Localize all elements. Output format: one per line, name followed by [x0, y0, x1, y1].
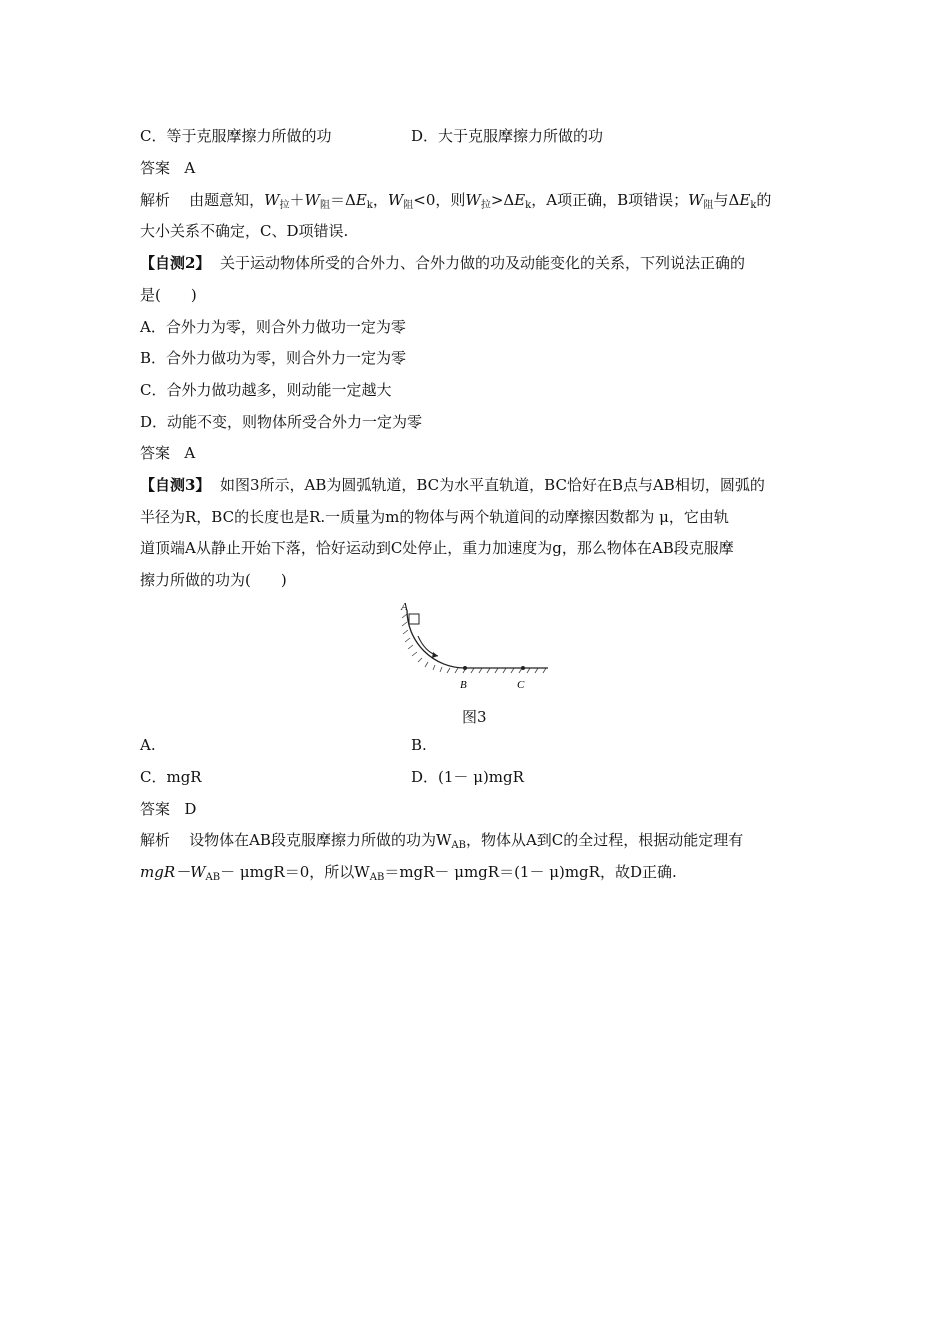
point-c	[521, 666, 525, 670]
math-w: W	[304, 191, 320, 209]
q3-stem-line4: 擦力所做的功为( )	[140, 571, 287, 589]
answer-value: A	[184, 444, 196, 462]
analysis-text: <0，则	[413, 191, 466, 209]
analysis-text: 的	[756, 191, 772, 209]
q3-option-d: D．(1－ μ)mgR	[411, 768, 524, 786]
q3-analysis-line2	[140, 862, 677, 888]
math-sub: k	[750, 200, 757, 211]
q3-label: 【自测3】	[140, 476, 211, 494]
track-hatching	[402, 614, 546, 673]
analysis-text: － μmgR＝0，所以W	[220, 863, 370, 881]
math-sub: 阻	[319, 200, 330, 211]
label-a: A	[401, 601, 408, 613]
math-w: W	[688, 191, 704, 209]
q1-answer	[140, 158, 195, 178]
analysis-label: 解析	[140, 831, 171, 849]
track-surface	[407, 610, 548, 668]
answer-label: 答案	[140, 444, 171, 462]
math-sub: AB	[451, 840, 466, 851]
math-e: E	[739, 191, 751, 209]
q3-options-ab	[140, 735, 427, 755]
analysis-text: 由题意知，	[189, 191, 265, 209]
analysis-text: ＝Δ	[329, 191, 356, 209]
q2-stem-line2: 是( )	[140, 286, 197, 304]
motion-arrow-icon	[418, 636, 438, 656]
math-e: E	[514, 191, 526, 209]
q3-stem-line2: 半径为R，BC的长度也是R.一质量为m的物体与两个轨道间的动摩擦因数都为 μ，它由轨	[140, 508, 729, 526]
analysis-text: ，	[372, 191, 388, 209]
q3-stem: 如图3所示，AB为圆弧轨道，BC为水平直轨道，BC恰好在B点与AB相切，圆弧的	[219, 476, 765, 494]
q2-answer	[140, 443, 195, 463]
math-sub: 拉	[480, 200, 491, 211]
analysis-text: ＋	[289, 191, 305, 209]
answer-label: 答案	[140, 800, 171, 818]
q3-option-a: A.	[140, 736, 156, 754]
math-w: W	[465, 191, 481, 209]
q2-stem-line1	[140, 253, 745, 273]
math-sub: AB	[205, 872, 221, 883]
q3-stem-line3: 道顶端A从静止开始下落，恰好运动到C处停止，重力加速度为g，那么物体在AB段克服摩	[140, 539, 734, 557]
point-b	[463, 666, 467, 670]
analysis-label: 解析	[140, 191, 171, 209]
label-c: C	[517, 679, 525, 691]
q3-options-cd	[140, 767, 524, 787]
math-sub: AB	[369, 872, 385, 883]
analysis-text: >Δ	[490, 191, 515, 209]
math-sub: 拉	[279, 200, 290, 211]
q1-options-cd	[140, 126, 604, 146]
q1-analysis-line1	[140, 190, 771, 216]
analysis-text: ，物体从A到C的全过程，根据动能定理有	[465, 831, 744, 849]
figure-arc-track	[398, 598, 550, 694]
q2-stem: 关于运动物体所受的合外力、合外力做的功及动能变化的关系，下列说法正确的	[219, 254, 745, 272]
q2-option-a: A．合外力为零，则合外力做功一定为零	[140, 318, 406, 336]
q2-option-b: B．合外力做功为零，则合外力一定为零	[140, 349, 407, 367]
q3-analysis-line1	[140, 830, 743, 856]
answer-value: A	[184, 159, 196, 177]
answer-label: 答案	[140, 159, 171, 177]
analysis-text: mgR－W	[140, 863, 206, 881]
analysis-text: ，A项正确，B项错误；	[531, 191, 689, 209]
figure-caption: 图3	[462, 708, 487, 726]
q3-stem-line1	[140, 475, 765, 495]
math-sub: 阻	[703, 200, 714, 211]
q1-option-d: D．大于克服摩擦力所做的功	[411, 127, 604, 145]
math-sub: k	[366, 200, 373, 211]
q2-option-d: D．动能不变，则物体所受合外力一定为零	[140, 413, 423, 431]
analysis-text: ＝mgR－ μmgR＝(1－ μ)mgR，故D正确.	[384, 863, 677, 881]
answer-value: D	[184, 800, 197, 818]
analysis-text: 设物体在AB段克服摩擦力所做的功为W	[189, 831, 452, 849]
q3-answer	[140, 799, 196, 819]
arrowhead-icon	[432, 652, 438, 658]
q1-analysis-line2: 大小关系不确定，C、D项错误.	[140, 222, 349, 240]
math-sub: 阻	[403, 200, 414, 211]
q2-option-c: C．合外力做功越多，则动能一定越大	[140, 381, 392, 399]
math-sub: k	[525, 200, 532, 211]
math-w: W	[387, 191, 404, 209]
q1-option-c: C．等于克服摩擦力所做的功	[140, 127, 332, 145]
q2-label: 【自测2】	[140, 254, 211, 272]
q3-option-b: B.	[411, 736, 427, 754]
math-e: E	[355, 191, 367, 209]
q3-option-c: C．mgR	[140, 768, 202, 786]
math-w: W	[264, 191, 280, 209]
label-b: B	[460, 679, 467, 691]
analysis-text: 与Δ	[713, 191, 740, 209]
block-icon	[409, 614, 419, 624]
